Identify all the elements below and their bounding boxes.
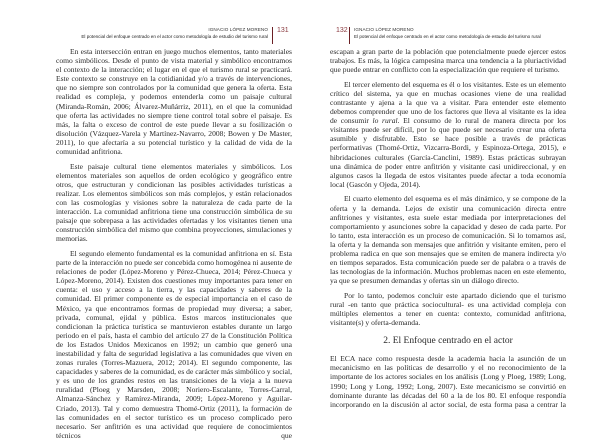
header-subtitle: El potencial del enfoque centrado en el actor como metodología de estudio del turismo rural bbox=[354, 34, 541, 39]
emphasis: lo rural bbox=[372, 116, 398, 126]
paragraph bbox=[330, 80, 566, 189]
paragraph: El segundo elemento fundamental es la comunidad anfitriona en sí. Esta parte de la interacción no puede ser concebida como homogénea ni ausente de relaciones de poder (López-Moreno y Pérez-Chueca, 2014; Pérez-Chueca y López-Moreno, 2014). Existen dos cuestiones muy importantes para tener en cuenta: el uso y acceso a la tierra, y las capacidades y saberes de la comunidad. El primer componente es de especial importancia en el caso de México, ya que encontramos formas de propiedad muy diversa; a saber, privada, comunal, ejidal y pública. Estos marcos institucionales que condicionan la práctica turística se mantuvieron estables durante un largo periodo en el país, hasta el cambio del artículo 27 de la Constitución Política de los Estados Unidos Mexicanos en 1992; un cambio que generó una inestabilidad y falta de seguridad legislativa a las comunidades que viven en zonas rurales (Torres-Mazuera, 2012; 2014). El segundo componente, las capacidades y saberes de la comunidad, es de carácter más simbólico y social, y es uno de los grandes restos en las transiciones de la vieja a la nueva ruralidad (Ploeg y Marsden, 2008; Noriero-Escalante, Torres-Carral, Almanza-Sánchez y Ramírez-Miranda, 2009; López-Moreno y Aguilar-Criado, 2013). Tal y como demuestra Thomé-Ortiz (2011), la formación de las comunidades en el sector turístico es un proceso complicado pero necesario. Ser anfitrión es una actividad que requiere de conocimientos técnicos que bbox=[56, 248, 292, 440]
left-page bbox=[0, 0, 300, 440]
page-number: 132 bbox=[336, 27, 348, 34]
header-divider bbox=[272, 27, 273, 44]
text-run: . El consumo de lo rural de manera directa por los visitantes puede ser difícil, por lo que puede ser necesario crear una oferta asumible y disfrutable. Esto se hace posible a través de prácticas performativas (Thomé-Ortiz, Vizcarra-Bordi, y Espinoza-Ortega, 2015), e hibridaciones culturales (García-Canclini, 1989). Estas prácticas subrayan una dinámica de poder entre anfitrión y visitante casi unidireccional, y en algunos casos la llegada de estos visitantes puede afectar a toda economía local (Gascón y Ojeda, 2014). bbox=[330, 116, 566, 189]
running-header-left bbox=[81, 26, 268, 40]
paragraph: El cuarto elemento del esquema es el más dinámico, y se compone de la oferta y la demanda. Lejos de existir una comunicación directa entre anfitriones y visitantes, esta suele estar mediada por interpretaciones del comportamiento y asunciones sobre la capacidad y deseo de cada parte. Por lo tanto, esta interacción es un proceso de comunicación. Si lo tomamos así, la oferta y la demanda son mensajes que anfitrión y visitante emiten, pero el problema radica en que son mensajes que se emiten de manera indirecta y/o en tiempos separados. Esta comunicación puede ser de palabra o a través de las tecnologías de la información. Muchos problemas nacen en este elemento, ya que se presumen demandas y ofertas sin un diálogo directo. bbox=[330, 194, 566, 286]
paragraph: Este paisaje cultural tiene elementos materiales y simbólicos. Los elementos materiales son aquellos de orden ecológico y geográfico entre otros, que estructuran y condicionan las posibles actividades turísticas a realizar. Los elementos simbólicos son más complejos, y están relacionados con las cosmologías y visiones sobre la naturaleza de cada parte de la interacción. La comunidad anfitriona tiene una construcción simbólica de su paisaje que sobrepasa a las actividades ofertadas y los visitantes tienen una construcción simbólica del mismo que combina proyecciones, simulaciones y memorias. bbox=[56, 161, 292, 244]
right-page bbox=[300, 0, 600, 440]
header-author: IGNACIO LÓPEZ MORENO bbox=[354, 27, 414, 32]
paragraph: Por lo tanto, podemos concluir este apartado diciendo que el turismo rural -en tanto que práctica sociocultural- es una actividad compleja con múltiples elementos a tener en cuenta: contexto, comunidad anfitriona, visitante(s) y oferta-demanda. bbox=[330, 290, 566, 328]
page-number: 131 bbox=[277, 27, 289, 34]
paragraph: En esta intersección entran en juego muchos elementos, tanto materiales como simbólicos. Desde el punto de vista material y simbólico encontramos el contexto de la interacción; el lugar en el que el turismo rural se practicará. Este contexto se construye en la cotidianidad y/o a través de intervenciones, que no siempre son controlados por la comunidad que genera la oferta. Esta realidad es compleja, y podemos entenderla como un paisaje cultural (Miranda-Román, 2006; Álvarez-Muñárriz, 2011), en el que la comunidad que oferta las actividades no siempre tiene control total sobre el paisaje. Es más, la falta o exceso de control de este puede llevar a su fosilización o disolución (Vázquez-Varela y Martínez-Navarro, 2008; Bowen y De Master, 2011), lo que afectaría a su potencial turístico y la calidad de vida de la comunidad anfitriona. bbox=[56, 47, 292, 157]
paragraph: El ECA nace como respuesta desde la academia hacia la asunción de un mecanicismo en las políticas de desarrollo y el no reconocimiento de la importante de los actores sociales en los análisis (Long y Ploeg, 1989; Long, 1990; Long y Long, 1992; Long, 2007). Este mecanicismo se convirtió en dominante durante las décadas del 60 a la de los 80. El enfoque respondía incorporando en la discusión al actor social, de esta forma pasa a centrar la bbox=[330, 354, 566, 409]
text-run: El tercer elemento del esquema es él o los visitantes. Este es un elemento crítico del sistema, ya que en muchas ocasiones viene de una realidad contrastante y ajena a la que va a visitar. Para entender este elemento debemos comprender que uno de los factores que lleva al visitante es la idea de consumir bbox=[330, 79, 566, 126]
header-author: IGNACIO LÓPEZ MORENO bbox=[208, 27, 268, 32]
header-subtitle: El potencial del enfoque centrado en el actor como metodología de estudio del turismo rural bbox=[81, 34, 268, 39]
running-header-right bbox=[354, 26, 541, 40]
paragraph: escapan a gran parte de la población que potencialmente puede ejercer estos trabajos. Es más, la lógica campesina marca una tendencia a la pluriactividad que puede entrar en conflicto con la especialización que requiere el turismo. bbox=[330, 47, 566, 75]
body-text bbox=[330, 47, 566, 414]
section-heading: 2. El Enfoque centrado en el actor bbox=[383, 336, 513, 347]
header-divider bbox=[349, 27, 350, 44]
body-text bbox=[56, 47, 292, 445]
